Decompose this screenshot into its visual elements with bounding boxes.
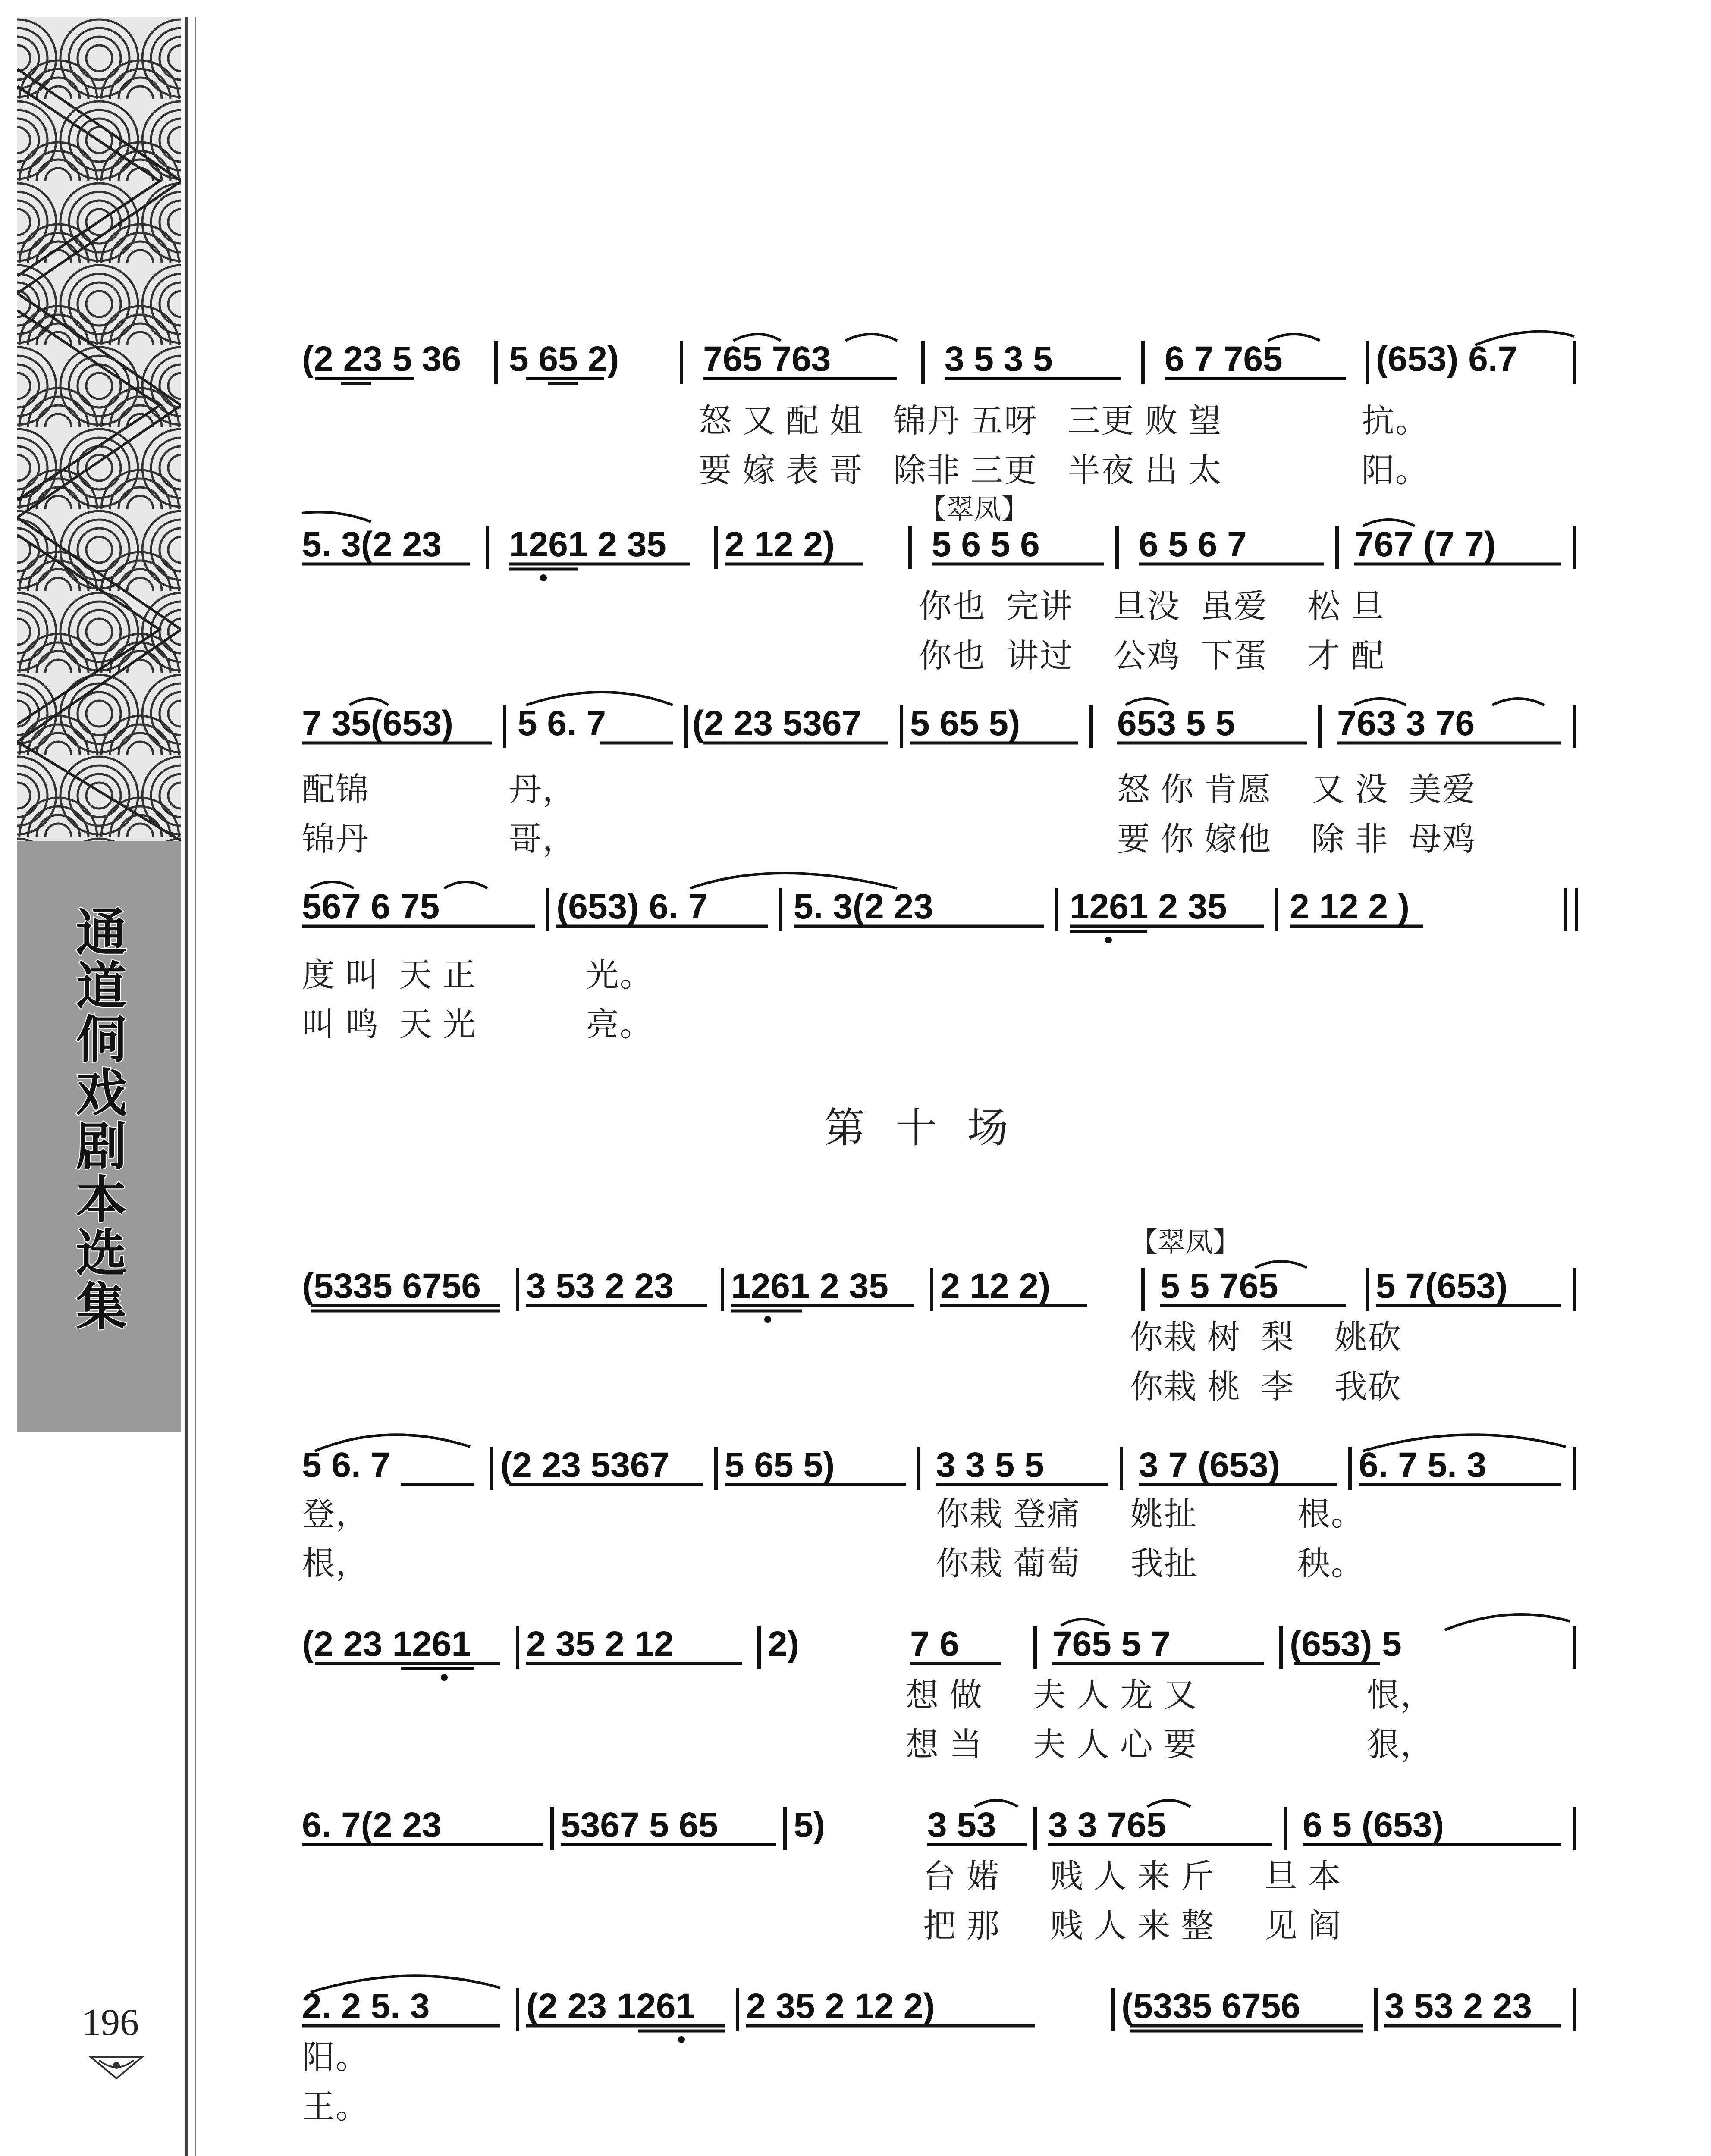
slur xyxy=(302,512,371,522)
lyric-line: 怒 又 配 姐 锦丹 五呀 三更 败 望 抗。 xyxy=(699,403,1429,439)
role-label: 【翠凤】 xyxy=(919,494,1029,525)
book-title-box xyxy=(17,841,181,1432)
measure: 653 5 5 xyxy=(1117,704,1235,743)
book-title: 通道侗戏剧本选集 xyxy=(67,906,127,1333)
notation-row-4 xyxy=(302,880,1579,931)
lyric-line: 王。 xyxy=(302,2089,369,2125)
ornament-icon xyxy=(86,2053,147,2083)
slur xyxy=(444,882,487,888)
measure: (2 23 1261 xyxy=(526,1987,696,2026)
notation-row-2 xyxy=(302,517,1579,569)
cloud-pattern-icon xyxy=(17,17,181,841)
slur xyxy=(1445,1614,1570,1630)
measure: 7 35(653) xyxy=(302,704,454,743)
measure: 3 5 3 5 xyxy=(945,339,1053,379)
notation-row-5 xyxy=(302,1259,1579,1311)
measure: 3 53 xyxy=(927,1805,996,1845)
lyric-line: 根， xyxy=(302,1545,369,1582)
lyric-line: 你栽 登痛 姚扯 根。 xyxy=(936,1496,1365,1532)
measure: 1261 2 35 xyxy=(1070,887,1227,926)
lyric-line: 想 当 夫 人 心 要 狠， xyxy=(906,1727,1434,1763)
measure: (2 23 5367 xyxy=(500,1445,670,1485)
measure: 5 6. 7 xyxy=(302,1445,391,1485)
lyric-line: 你也 完讲 旦没 虽爱 松 旦 xyxy=(919,588,1385,625)
lyric-line: 叫 鸣 天 光 亮。 xyxy=(302,1006,653,1043)
lyric-line: 要 你 嫁他 除 非 母鸡 xyxy=(1117,821,1476,858)
lyric-line: 你栽 树 梨 姚砍 xyxy=(1130,1319,1402,1356)
border-line xyxy=(185,17,188,2156)
measure: 2. 2 5. 3 xyxy=(302,1987,430,2026)
lyric-line: 你栽 葡萄 我扯 秧。 xyxy=(936,1545,1365,1582)
measure: 5. 3(2 23 xyxy=(302,525,442,564)
scene-title: 第十场 xyxy=(824,1105,1039,1151)
measure: 5. 3(2 23 xyxy=(794,887,933,926)
measure: 5 65 5) xyxy=(910,704,1020,743)
slur xyxy=(845,334,897,341)
lyric-line: 怒 你 肯愿 又 没 美爱 xyxy=(1117,771,1476,808)
measure: 6. 7(2 23 xyxy=(302,1805,442,1845)
measure: 5 5 765 xyxy=(1160,1266,1278,1306)
measure: 2 12 2 ) xyxy=(1290,887,1410,926)
lyric-line: 阳。 xyxy=(302,2039,369,2076)
lyric-line: 把 那 贱 人 来 整 见 阎 xyxy=(923,1908,1342,1944)
lyric-line: 你也 讲过 公鸡 下蛋 才 配 xyxy=(919,638,1385,674)
measure: 2 35 2 12 2) xyxy=(746,1987,935,2026)
measure: (653) 6.7 xyxy=(1376,339,1518,379)
measure: (2 23 1261 xyxy=(302,1624,471,1664)
measure: 2 35 2 12 xyxy=(526,1624,674,1664)
measure: 3 53 2 23 xyxy=(526,1266,674,1306)
notation-row-7 xyxy=(302,1617,1579,1669)
measure: 3 7 (653) xyxy=(1139,1445,1281,1485)
measure: (2 23 5 36 xyxy=(302,339,461,379)
measure: 5 7(653) xyxy=(1376,1266,1508,1306)
measure: 6 5 (653) xyxy=(1303,1805,1444,1845)
notation-row-9 xyxy=(302,1979,1579,2031)
lyric-line: 锦丹 哥， xyxy=(302,821,576,858)
measure: 1261 2 35 xyxy=(731,1266,888,1306)
measure: 2) xyxy=(768,1624,799,1664)
lyric-line: 想 做 夫 人 龙 又 恨， xyxy=(906,1677,1434,1714)
lyric-line: 台 婼 贱 人 来 斤 旦 本 xyxy=(923,1858,1342,1895)
slur xyxy=(1492,699,1544,705)
measure: (653) 5 xyxy=(1290,1624,1402,1664)
measure: (653) 6. 7 xyxy=(556,887,708,926)
measure: 765 763 xyxy=(703,339,831,379)
slur xyxy=(690,873,897,888)
lyric-line: 配锦 丹， xyxy=(302,771,576,808)
measure: 567 6 75 xyxy=(302,887,440,926)
measure: 6. 7 5. 3 xyxy=(1359,1445,1487,1485)
lyric-line: 登， xyxy=(302,1496,369,1532)
measure: 5 65 2) xyxy=(509,339,619,379)
notation-row-3 xyxy=(302,696,1579,748)
lyric-line: 度 叫 天 正 光。 xyxy=(302,957,653,993)
border-line xyxy=(195,17,196,2156)
measure: 5367 5 65 xyxy=(561,1805,718,1845)
measure: 3 3 5 5 xyxy=(936,1445,1044,1485)
measure: 1261 2 35 xyxy=(509,525,666,564)
measure: 6 7 765 xyxy=(1165,339,1283,379)
notation-row-1 xyxy=(302,332,1579,384)
measure: 3 53 2 23 xyxy=(1384,1987,1532,2026)
measure: 3 3 765 xyxy=(1048,1805,1166,1845)
lyric-line: 要 嫁 表 哥 除非 三更 半夜 出 太 阳。 xyxy=(699,452,1429,489)
measure: 765 5 7 xyxy=(1052,1624,1171,1664)
measure: 763 3 76 xyxy=(1337,704,1475,743)
measure: 5 6 5 6 xyxy=(932,525,1040,564)
slur xyxy=(526,692,673,705)
measure: (2 23 5367 xyxy=(692,704,862,743)
measure: 5 65 5) xyxy=(725,1445,835,1485)
role-label: 【翠凤】 xyxy=(1130,1227,1240,1258)
measure: 2 12 2) xyxy=(725,525,835,564)
measure: 7 6 xyxy=(910,1624,959,1664)
measure: 2 12 2) xyxy=(940,1266,1051,1306)
measure: (5335 6756 xyxy=(1121,1987,1300,2026)
page-number: 196 xyxy=(82,2002,139,2043)
measure: 5) xyxy=(794,1805,825,1845)
notation-row-8 xyxy=(302,1798,1579,1850)
measure: (5335 6756 xyxy=(302,1266,481,1306)
lyric-line: 你栽 桃 李 我砍 xyxy=(1130,1369,1402,1405)
measure: 6 5 6 7 xyxy=(1139,525,1247,564)
measure: 767 (7 7) xyxy=(1354,525,1496,564)
measure: 5 6. 7 xyxy=(518,704,606,743)
notation-row-6 xyxy=(302,1438,1579,1490)
